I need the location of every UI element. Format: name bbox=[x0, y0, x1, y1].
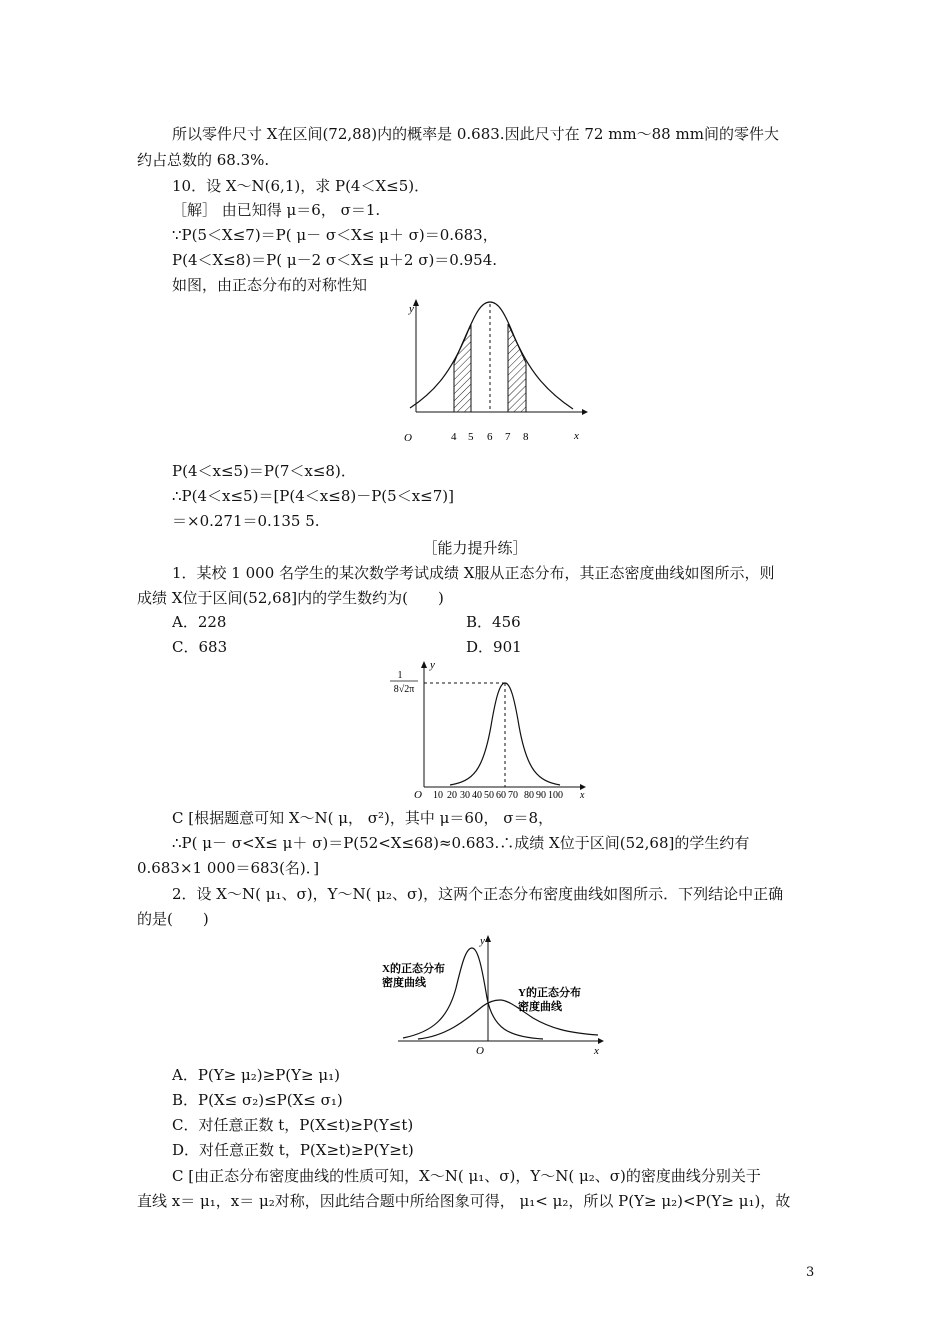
tick-label: 8 bbox=[523, 431, 529, 443]
tick-label: 4 bbox=[451, 431, 457, 443]
tick-label: 80 bbox=[524, 790, 534, 801]
answer-1: C [根据题意可知 X～N( μ， σ²)，其中 μ＝60， σ＝8， bbox=[172, 809, 554, 827]
tick-label: 50 bbox=[484, 790, 494, 801]
option-d: D．对任意正数 t，P(X≥t)≥P(Y≥t) bbox=[172, 1141, 414, 1159]
origin-label: O bbox=[404, 432, 412, 444]
option-b: B．P(X≤ σ₂)≤P(X≤ σ₁) bbox=[172, 1091, 343, 1109]
text-line: ∵P(5＜X≤7)＝P( μ－ σ＜X≤ μ＋ σ)＝0.683， bbox=[172, 226, 498, 244]
y-curve-label: Y的正态分布 bbox=[518, 987, 581, 999]
text-line: P(4＜x≤5)＝P(7＜x≤8)． bbox=[172, 462, 356, 480]
y-curve-label: 密度曲线 bbox=[518, 1001, 562, 1013]
x-axis-label: x bbox=[580, 790, 585, 801]
page-number: 3 bbox=[806, 1265, 815, 1280]
tick-label: 20 bbox=[447, 790, 457, 801]
tick-label: 60 bbox=[496, 790, 506, 801]
x-axis-label: x bbox=[594, 1045, 599, 1057]
option-d: D．901 bbox=[466, 638, 522, 656]
origin-label: O bbox=[414, 789, 422, 801]
ymax-numerator: 1 bbox=[397, 670, 403, 681]
tick-label: 5 bbox=[468, 431, 474, 443]
option-c: C．对任意正数 t，P(X≤t)≥P(Y≤t) bbox=[172, 1116, 414, 1134]
option-b: B．456 bbox=[466, 613, 521, 631]
text-line: 0.683×1 000＝683(名)．] bbox=[137, 859, 320, 877]
tick-label: 6 bbox=[487, 431, 493, 443]
text-line: 成绩 X位于区间(52,68]内的学生数约为( ) bbox=[137, 589, 444, 607]
normal-curve-figure-3 bbox=[378, 928, 608, 1060]
text-line: ＝×0.271＝0.135 5. bbox=[172, 512, 320, 530]
y-axis-label: y bbox=[430, 659, 435, 671]
option-a: A．P(Y≥ μ₂)≥P(Y≥ μ₁) bbox=[172, 1066, 340, 1084]
question-2: 2．设 X～N( μ₁、σ)，Y～N( μ₂、σ)，这两个正态分布密度曲线如图所示．下列结论中正确 bbox=[172, 885, 784, 903]
ymax-denominator: 8√2π bbox=[393, 684, 415, 695]
normal-curve-figure-2 bbox=[388, 656, 588, 802]
question-1: 1．某校 1 000 名学生的某次数学考试成绩 X服从正态分布，其正态密度曲线如图所示，则 bbox=[172, 564, 775, 582]
tick-label: 7 bbox=[505, 431, 511, 443]
tick-label: 40 bbox=[472, 790, 482, 801]
text-line: P(4＜X≤8)＝P( μ－2 σ＜X≤ μ＋2 σ)＝0.954. bbox=[172, 251, 498, 269]
text-line: 约占总数的 68.3%. bbox=[137, 151, 270, 169]
answer-2: C [由正态分布密度曲线的性质可知，X～N( μ₁、σ)，Y～N( μ₂、σ)的密度曲线分别关于 bbox=[172, 1167, 761, 1185]
text-line: 直线 x＝ μ₁，x＝ μ₂对称，因此结合题中所给图象可得， μ₁< μ₂，所以 P(Y≥ μ₂)<P(Y≥ μ₁)，故 bbox=[137, 1192, 791, 1210]
tick-label: 90 bbox=[536, 790, 546, 801]
y-axis-label: y bbox=[480, 935, 485, 947]
section-heading: ［能力提升练］ bbox=[422, 539, 528, 557]
option-c: C．683 bbox=[172, 638, 228, 656]
text-line: ∴P(4＜x≤5)＝[P(4＜x≤8)－P(5＜x≤7)] bbox=[172, 487, 454, 505]
text-line: 所以零件尺寸 X在区间(72,88)内的概率是 0.683.因此尺寸在 72 mm～88 mm间的零件大 bbox=[172, 125, 779, 143]
normal-curve-figure-1 bbox=[396, 296, 592, 448]
text-line: 的是( ) bbox=[137, 910, 209, 928]
text-line: 如图，由正态分布的对称性知 bbox=[172, 276, 368, 294]
tick-label: 70 bbox=[508, 790, 518, 801]
y-axis-label: y bbox=[409, 303, 414, 315]
x-curve-label: X的正态分布 bbox=[382, 963, 445, 975]
text-line: ∴P( μ－ σ<X≤ μ＋ σ)＝P(52<X≤68)≈0.683.∴成绩 X位于区间(52,68]的学生约有 bbox=[172, 834, 750, 852]
x-curve-label: 密度曲线 bbox=[382, 977, 426, 989]
tick-label: 10 bbox=[433, 790, 443, 801]
tick-label: 30 bbox=[460, 790, 470, 801]
solution-label: ［解］ 由已知得 μ＝6， σ＝1. bbox=[172, 201, 381, 219]
option-a: A．228 bbox=[172, 613, 227, 631]
question-10: 10．设 X～N(6,1)，求 P(4＜X≤5)． bbox=[172, 177, 430, 195]
tick-label: 100 bbox=[548, 790, 563, 801]
origin-label: O bbox=[476, 1045, 484, 1057]
x-axis-label: x bbox=[574, 430, 579, 442]
